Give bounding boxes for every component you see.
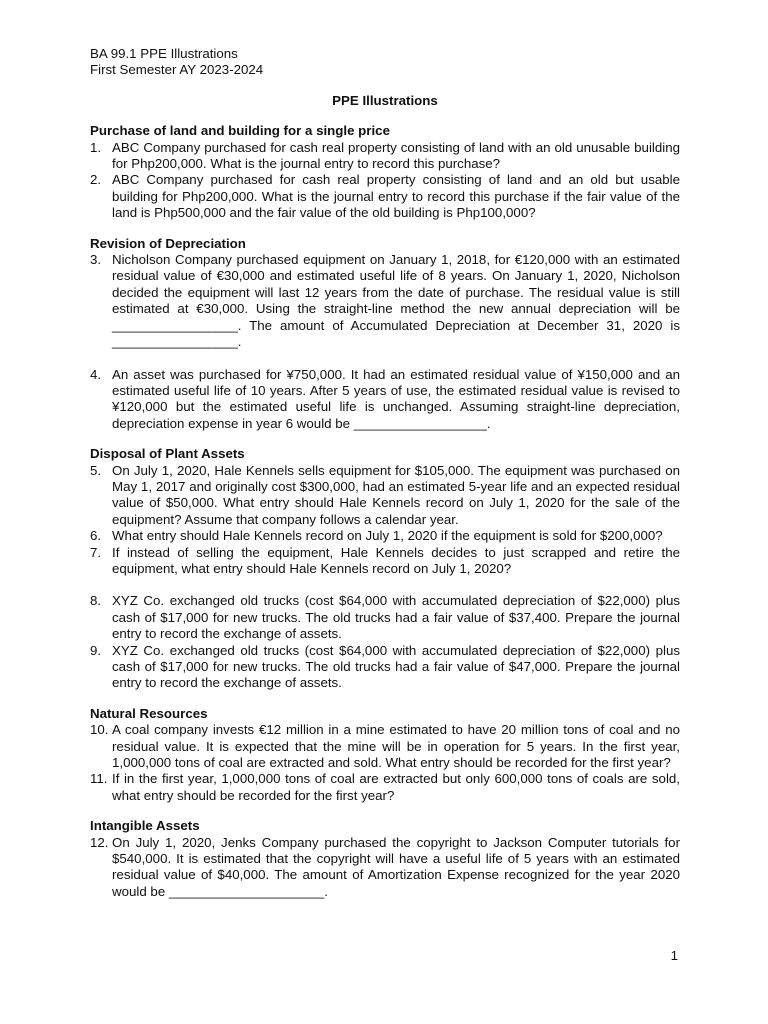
question-number: 4. bbox=[90, 366, 102, 382]
section-heading-intangible-assets: Intangible Assets bbox=[90, 818, 200, 834]
question-item bbox=[90, 140, 680, 173]
question-text: Nicholson Company purchased equipment on January 1, 2018, for €120,000 with an estimated residual value of €30,000 and estimated useful life of 8 years. On January 1, 2020, Nicholson decided the equipment will last 12 years from the date of purchase. The residual value is still estimated at €30,000. Using the straight-line method the new annual depreciation will be _________________. The amount of Accumulated Depreciation at December 31, 2020 is _________________. bbox=[112, 252, 680, 350]
question-item bbox=[90, 367, 680, 433]
section-heading-purchase: Purchase of land and building for a single price bbox=[90, 123, 390, 139]
question-number: 10. bbox=[90, 722, 109, 738]
question-number: 6. bbox=[90, 528, 102, 544]
question-number: 2. bbox=[90, 172, 102, 188]
question-item bbox=[90, 172, 680, 221]
question-item bbox=[90, 252, 680, 350]
question-number: 7. bbox=[90, 544, 102, 560]
question-item bbox=[90, 593, 680, 642]
question-list-natural-resources bbox=[90, 722, 680, 804]
document-title: PPE Illustrations bbox=[332, 92, 438, 108]
question-number: 12. bbox=[90, 834, 109, 850]
question-item bbox=[90, 643, 680, 692]
question-text: If instead of selling the equipment, Hale Kennels decides to just scrapped and retire the equipment, what entry should Hale Kennels record on July 1, 2020? bbox=[112, 544, 680, 576]
question-number: 5. bbox=[90, 462, 102, 478]
question-item bbox=[90, 528, 680, 544]
question-list-intangible-assets bbox=[90, 835, 680, 901]
question-list-disposal bbox=[90, 463, 680, 692]
question-number: 1. bbox=[90, 139, 102, 155]
question-text: What entry should Hale Kennels record on July 1, 2020 if the equipment is sold for $200,000? bbox=[112, 528, 663, 544]
question-item bbox=[90, 771, 680, 804]
question-number: 3. bbox=[90, 252, 102, 268]
question-number: 11. bbox=[90, 771, 108, 787]
question-item bbox=[90, 722, 680, 771]
question-text: XYZ Co. exchanged old trucks (cost $64,000 with accumulated depreciation of $22,000) plus cash of $17,000 for new trucks. The old trucks had a fair value of $37,400. Prepare the journal entry to record the exchange of assets. bbox=[112, 593, 680, 642]
question-text: On July 1, 2020, Jenks Company purchased the copyright to Jackson Computer tutorials for $540,000. It is estimated that the copyright will have a useful life of 5 years with an estimated residual value of $40,000. The amount of Amortization Expense recognized for the year 2020 would be _____________________. bbox=[112, 834, 680, 899]
question-text: XYZ Co. exchanged old trucks (cost $64,000 with accumulated depreciation of $22,000) plus cash of $17,000 for new trucks. The old trucks had a fair value of $47,000. Prepare the journal entry to record the exchange of assets. bbox=[112, 642, 680, 691]
question-number: 8. bbox=[90, 593, 102, 609]
question-text: On July 1, 2020, Hale Kennels sells equipment for $105,000. The equipment was purchased on May 1, 2017 and originally cost $300,000, had an estimated 5-year life and an expected residual value of $50,000. What entry should Hale Kennels record on July 1, 2020 for the sale of the equipment? Assume that company follows a calendar year. bbox=[112, 462, 680, 527]
question-text: An asset was purchased for ¥750,000. It had an estimated residual value of ¥150,000 and an estimated useful life of 10 years. After 5 years of use, the estimated residual value is revised to ¥120,000 but the estimated useful life is unchanged. Assuming straight-line depreciation, depreciation expense in year 6 would be __________________. bbox=[112, 366, 680, 431]
question-text: ABC Company purchased for cash real property consisting of land with an old unusable building for Php200,000. What is the journal entry to record this purchase? bbox=[112, 139, 680, 172]
semester-line: First Semester AY 2023-2024 bbox=[90, 62, 264, 78]
question-list-purchase bbox=[90, 140, 680, 222]
question-list-depreciation bbox=[90, 252, 680, 432]
question-item bbox=[90, 463, 680, 529]
page-number: 1 bbox=[670, 948, 678, 963]
question-number: 9. bbox=[90, 642, 102, 658]
section-heading-depreciation: Revision of Depreciation bbox=[90, 235, 246, 251]
document-page bbox=[90, 46, 680, 900]
question-text: If in the first year, 1,000,000 tons of coal are extracted but only 600,000 tons of coals are sold, what entry should be recorded for the first year? bbox=[112, 771, 680, 803]
question-item bbox=[90, 835, 680, 901]
section-heading-natural-resources: Natural Resources bbox=[90, 705, 208, 721]
question-text: ABC Company purchased for cash real property consisting of land and an old but usable building for Php200,000. What is the journal entry to record this purchase if the fair value of the land is Php500,000 and the fair value of the old building is Php100,000? bbox=[112, 172, 680, 221]
question-text: A coal company invests €12 million in a mine estimated to have 20 million tons of coal and no residual value. It is expected that the mine will be in operation for 5 years. In the first year, 1,000,000 tons of coal are extracted and sold. What entry should be recorded for the first year? bbox=[112, 722, 680, 771]
section-heading-disposal: Disposal of Plant Assets bbox=[90, 446, 245, 462]
course-title: BA 99.1 PPE Illustrations bbox=[90, 46, 238, 61]
question-item bbox=[90, 545, 680, 578]
